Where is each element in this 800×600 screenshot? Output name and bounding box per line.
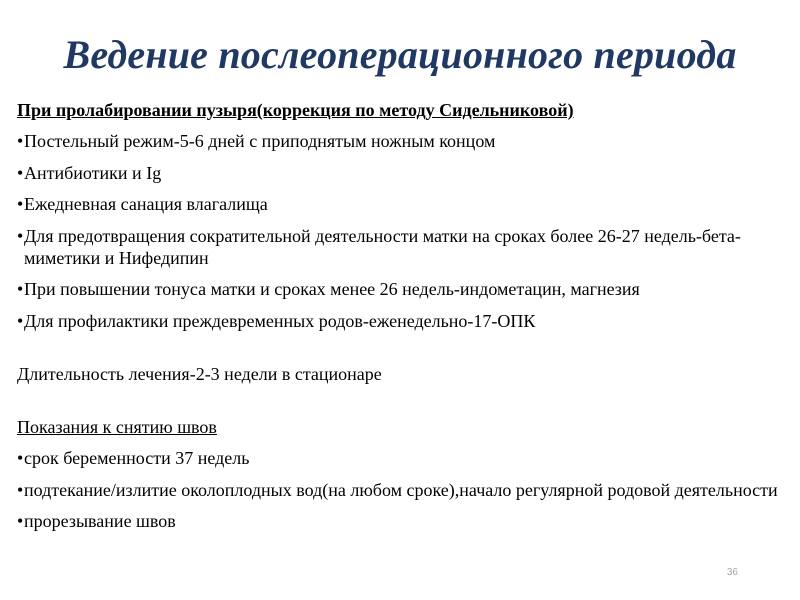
bullet-marker: • [17,279,24,299]
list-item [17,310,787,332]
postop-measures-list [17,130,787,332]
section-heading-prolapse: При пролабировании пузыря(коррекция по методу Сидельниковой) [17,100,574,120]
list-item-text: Антибиотики и Ig [24,162,162,183]
list-item-text: Ежедневная санация влагалища [24,194,268,214]
list-item-text: При повышении тонуса матки и сроках менее 26 недель-индометацин, магнезия [24,279,640,299]
spacer [17,394,787,416]
slide-number: 36 [726,567,738,578]
list-item-text: Для профилактики преждевременных родов-еженедельно-17-ОПК [24,310,536,331]
list-item [17,510,787,532]
list-item [17,479,787,501]
list-item [17,278,787,300]
list-item [17,225,787,269]
bullet-marker: • [17,194,24,214]
spacer [17,341,787,363]
list-item [17,447,787,469]
bullet-marker: • [17,162,24,183]
list-item [17,130,787,152]
bullet-marker: • [17,131,24,151]
list-item-text: Постельный режим-5-6 дней с приподнятым ножным концом [24,131,496,151]
list-item [17,193,787,215]
list-item-text: подтекание/излитие околоплодных вод(на любом сроке),начало регулярной родовой деятельности [24,479,778,500]
suture-removal-indications-list [17,447,787,532]
treatment-duration-text: Длительность лечения-2-3 недели в стационаре [17,364,382,384]
list-item-text: срок беременности 37 недель [24,448,250,468]
bullet-marker: • [17,448,24,468]
bullet-marker: • [17,511,24,531]
list-item [17,162,787,184]
bullet-marker: • [17,310,24,331]
slide-title: Ведение послеоперационного периода [63,32,737,77]
list-item-text: прорезывание швов [24,511,176,531]
bullet-marker: • [17,225,24,246]
bullet-marker: • [17,479,24,500]
slide-body [17,99,787,542]
section-heading-suture-removal: Показания к снятию швов [17,417,217,437]
list-item-text: Для предотвращения сократительной деятельности матки на сроках более 26-27 недель-бета-миметики и Нифедипин [24,225,741,268]
